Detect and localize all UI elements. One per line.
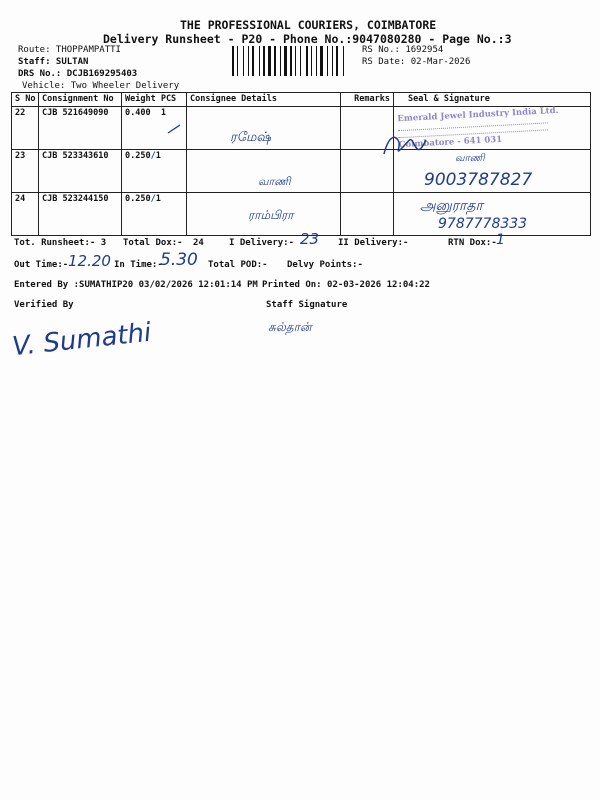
pcs-value: 1 [160,108,166,118]
cell-weight: 0.250/1 [122,193,187,236]
cell-sno: 23 [12,150,39,193]
rtn-dox-handwriting: 1 [496,232,505,248]
vehicle-label: Vehicle: Two Wheeler Delivery [22,81,180,91]
phone-handwriting-24: 9787778333 [438,216,528,232]
weight-value: 0.250 [125,194,151,204]
rs-date: RS Date: 02-Mar-2026 [362,57,471,67]
signature-handwriting-24: அனுராதா [420,198,483,214]
rs-number: RS No.: 1692954 [362,45,444,55]
col-remarks: Remarks [341,93,394,107]
seal-signature-scribble [380,130,430,160]
verifier-signature: V. Sumathi [10,317,153,363]
stamp-city: Coimbatore - 641 031 [398,134,503,151]
staff-signature-handwriting: சுல்தான் [268,320,312,334]
phone-handwriting-23: 9003787827 [424,170,533,190]
weight-value: 0.400 [125,108,151,118]
i-delivery-label: I Delivery:- [229,238,295,248]
runsheet-subtitle: Delivery Runsheet - P20 - Phone No.:9047080280 - Page No.:3 [103,32,512,46]
tot-runsheet: Tot. Runsheet:- 3 [14,238,107,248]
route-label: Route: THOPPAMPATTI [18,45,121,55]
signature-handwriting-23: வாணி [455,153,485,164]
in-time-handwriting: 5.30 [160,250,198,270]
total-pod-label: Total POD:- [208,260,268,270]
out-time-label: Out Time:- [14,260,69,270]
rtn-dox-label: RTN Dox:- [448,238,497,248]
cell-sno: 24 [12,193,39,236]
i-delivery-handwriting: 23 [300,230,320,248]
staff-label: Staff: SULTAN [18,57,89,67]
staff-signature-label: Staff Signature [266,300,348,310]
pcs-value: 1 [155,151,161,161]
col-consignment: Consignment No [39,93,122,107]
total-dox-label: Total Dox:- [123,238,183,248]
cell-sno: 22 [12,107,39,150]
delvy-points-label: Delvy Points:- [287,260,363,270]
table-header-row [12,93,591,107]
drs-number: DRS No.: DCJB169295403 [18,69,138,79]
barcode [231,46,357,78]
col-consignee: Consignee Details [187,93,341,107]
col-weight-pcs: Weight PCS [122,93,187,107]
consignee-handwriting-23: வாணி [258,175,291,188]
entered-by: Entered By :SUMATHIP20 03/02/2026 12:01:14 PM [14,280,258,290]
printed-on: Printed On: 02-03-2026 12:04:22 [262,280,430,290]
pcs-value: 1 [155,194,161,204]
ii-delivery-label: II Delivery:- [338,238,409,248]
cell-consignment: CJB 521649090 [39,107,122,150]
cell-remarks [341,193,394,236]
cell-consignment: CJB 523244150 [39,193,122,236]
col-sno: S No [12,93,39,107]
consignee-handwriting-22: ரமேஷ் [230,130,271,145]
company-title: THE PROFESSIONAL COURIERS, COIMBATORE [180,18,437,32]
col-seal-signature: Seal & Signature [394,93,591,107]
in-time-label: In Time:- [114,260,163,270]
cell-consignment: CJB 523343610 [39,150,122,193]
cell-weight: 0.250/1 [122,150,187,193]
weight-value: 0.250 [125,151,151,161]
consignee-handwriting-24: ராம்பிரா [248,208,294,222]
out-time-handwriting: 12.20 [68,252,111,270]
total-dox-value: 24 [193,238,204,248]
tick-mark [167,124,181,134]
stamp-name: Emerald Jewel Industry India Ltd. [397,105,559,125]
verified-by-label: Verified By [14,300,74,310]
